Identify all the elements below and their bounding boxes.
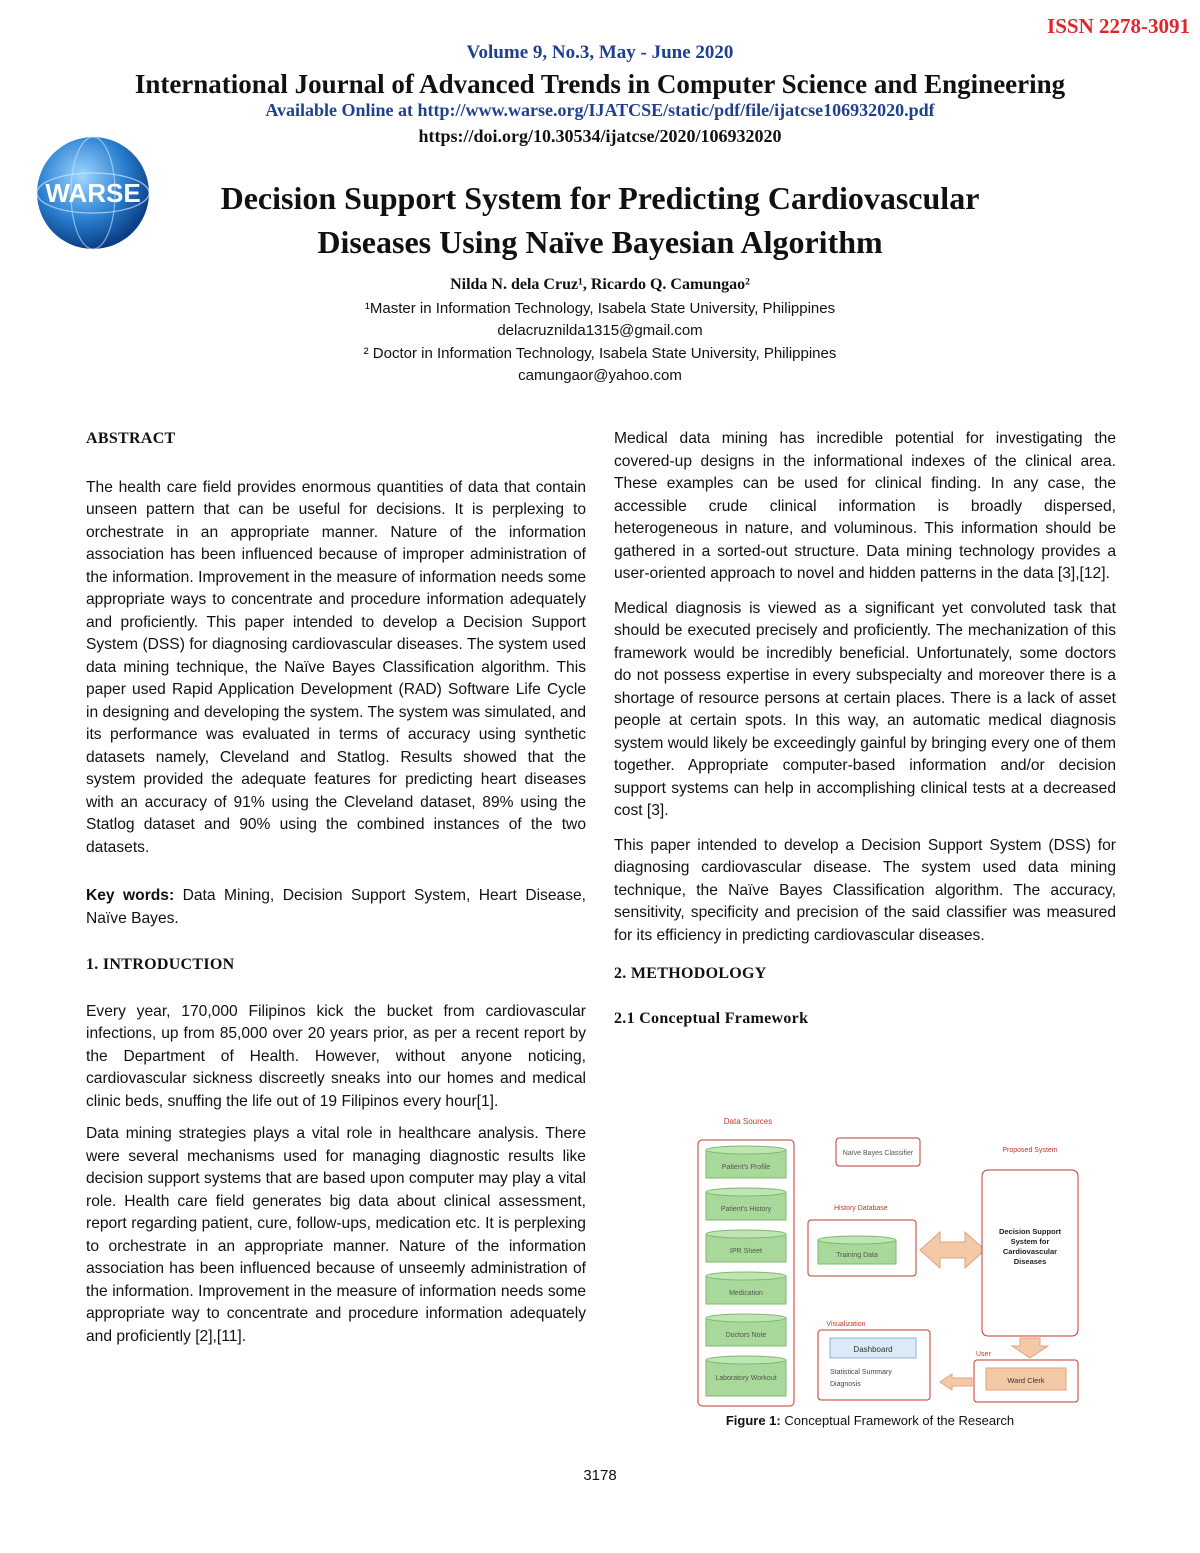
- keywords-text: Data Mining, Decision Support System, Heart Disease, Naïve Bayes.: [86, 887, 586, 927]
- proposed-system-label: Proposed System: [1002, 1147, 1058, 1154]
- email-1: delacruznilda1315@gmail.com: [497, 322, 703, 339]
- conceptual-framework-figure: [690, 1112, 1090, 1410]
- cylinder-label: Medication: [729, 1290, 763, 1297]
- doi-link[interactable]: https://doi.org/10.30534/ijatcse/2020/106932020: [418, 126, 782, 146]
- warse-logo: [34, 134, 152, 252]
- training-data-cylinder: [818, 1236, 896, 1264]
- logo-text: WARSE: [45, 178, 141, 208]
- right-paragraph-2: Medical diagnosis is viewed as a significant yet convoluted task that should be executed precisely and proficiently. The mechanization of this framework would be incredibly beneficial. Unfortunately, some doctors do not possess expertise in every subspecialty and moreover there is a shortage of resource persons at certain places. There is a lack of asset people at certain spots. In this way, an automatic medical diagnosis system would likely be exceedingly gainful by bringing every one of them together. Appropriate computer-based information and/or decision support systems can help in accomplishing clinical tests at a decreased cost [3].: [614, 599, 1116, 819]
- statistical-summary-label: Statistical Summary: [830, 1369, 892, 1376]
- cylinder-label: Laboratory Workout: [715, 1375, 777, 1382]
- left-column: [86, 428, 586, 1348]
- page-number: 3178: [583, 1467, 617, 1484]
- cylinder-label: Patient's Profile: [721, 1164, 771, 1171]
- issn-label: ISSN 2278-3091: [1047, 14, 1190, 38]
- methodology-heading: 2. METHODOLOGY: [614, 965, 767, 982]
- paper-title: [140, 176, 1060, 264]
- naive-bayes-label: Naïve Bayes Classifier: [842, 1150, 914, 1157]
- cylinder-label: Patient's History: [720, 1206, 772, 1213]
- data-sources-label: Data Sources: [723, 1117, 773, 1126]
- right-paragraph-1: Medical data mining has incredible potential for investigating the covered-up designs in the informational indexes of the clinical area. These examples can be used for clinical finding. In any case, the accessible crude clinical information is broadly dispersed, heterogeneous in nature, and voluminous. This information should be gathered in a sorted-out structure. Data mining technology provides a user-oriented approach to novel and hidden patterns in the data [3],[12].: [614, 430, 1116, 582]
- data-source-cylinders: [706, 1146, 786, 1396]
- affiliation-2: ² Doctor in Information Technology, Isabela State University, Philippines: [363, 345, 837, 362]
- figure-caption-text: Conceptual Framework of the Research: [780, 1413, 1015, 1428]
- cylinder-label: Doctors Note: [725, 1332, 767, 1339]
- keywords-label: Key words:: [86, 887, 175, 904]
- cylinder-patient-history: [706, 1188, 786, 1220]
- diagnosis-label: Diagnosis: [830, 1381, 861, 1388]
- right-column: [614, 428, 1116, 1030]
- cylinder-medication: [706, 1272, 786, 1304]
- dss-label: Decision Support System for Cardiovascular Diseases: [998, 1227, 1062, 1266]
- cylinder-ipr-sheet: [706, 1230, 786, 1262]
- ward-clerk-label: Ward Clerk: [1007, 1376, 1045, 1385]
- affiliation-1: ¹Master in Information Technology, Isabela State University, Philippines: [364, 300, 836, 317]
- double-arrow: [920, 1232, 985, 1268]
- conceptual-framework-heading: 2.1 Conceptual Framework: [614, 1009, 809, 1027]
- cylinder-laboratory-workout: [706, 1356, 786, 1396]
- email-2: camungaor@yahoo.com: [518, 367, 682, 384]
- abstract-heading: ABSTRACT: [86, 430, 176, 447]
- down-arrow: [1012, 1338, 1048, 1358]
- keywords: [86, 885, 586, 930]
- paper-title-line2: Diseases Using Naïve Bayesian Algorithm: [317, 224, 883, 260]
- user-label: User: [976, 1351, 991, 1358]
- volume-line: Volume 9, No.3, May - June 2020: [466, 42, 734, 63]
- abstract-text: The health care field provides enormous quantities of data that contain unseen pattern that can be useful for decisions. It is perplexing to orchestrate in an appropriate manner. Nature of the information association has been influenced because of improper administration of the information. Improvement in the measure of information needs some appropriate ways to concentrate and procedure information adequately and proficiently. This paper intended to develop a Decision Support System (DSS) for diagnosing cardiovascular diseases. The system used data mining technique, the Naïve Bayes Classification algorithm. This paper used Rapid Application Development (RAD) Software Life Cycle in designing and developing the system. The system was simulated, and its performance was evaluated in terms of accuracy using synthetic datasets namely, Cleveland and Statlog. Results showed that the system provided the adequate features for predicting heart diseases with an accuracy of 91% using the Cleveland dataset, 89% using the Statlog dataset and 90% using the combined instances of the two datasets.: [86, 478, 586, 856]
- cylinder-label: IPR Sheet: [730, 1248, 762, 1255]
- cylinder-doctors-note: [706, 1314, 786, 1346]
- left-arrow: [940, 1374, 972, 1390]
- cylinder-patient-profile: [706, 1146, 786, 1178]
- authors: Nilda N. dela Cruz¹, Ricardo Q. Camungao²: [450, 276, 750, 293]
- available-online-link[interactable]: Available Online at http://www.warse.org/IJATCSE/static/pdf/file/ijatcse106932020.pdf: [265, 100, 935, 120]
- right-paragraph-3: This paper intended to develop a Decision Support System (DSS) for diagnosing cardiovascular disease. The system used data mining technique, the Naïve Bayes Classification algorithm. The accuracy, sensitivity, specificity and precision of the said classifier was measured for its efficiency in predicting cardiovascular diseases.: [614, 836, 1116, 944]
- visualization-label: Visualization: [826, 1321, 866, 1328]
- intro-paragraph-1: Every year, 170,000 Filipinos kick the bucket from cardiovascular infections, up from 85,000 over 20 years prior, as per a recent report by the Department of Health. However, without anyone noticing, cardiovascular sickness discreetly sneaks into our homes and medical clinic beds, snuffing the life out of 19 Filipinos every hour[1].: [86, 1002, 586, 1110]
- history-db-label: History Database: [834, 1205, 888, 1212]
- journal-title: International Journal of Advanced Trends in Computer Science and Engineering: [134, 69, 1066, 99]
- intro-paragraph-2: Data mining strategies plays a vital role in healthcare analysis. There were several mechanisms used for managing diagnostic results like decision support systems that are based upon computer may play a vital role. Health care field generates big data about clinical assessment, report regarding patient, cure, follow-ups, medication etc. It is perplexing to orchestrate in an appropriate manner. Nature of the information association has been influenced because of unseemly administration of the information. Improvement in the measure of information needs some appropriate way to concentrate and procedure information adequately and proficiently [2],[11].: [86, 1125, 586, 1345]
- dashboard-label: Dashboard: [853, 1345, 893, 1354]
- figure-caption-label: Figure 1:: [725, 1413, 781, 1428]
- paper-title-line1: Decision Support System for Predicting Cardiovascular: [220, 180, 980, 216]
- training-data-label: Training Data: [836, 1252, 878, 1259]
- introduction-heading: 1. INTRODUCTION: [86, 956, 235, 973]
- figure-caption: [660, 1413, 1080, 1428]
